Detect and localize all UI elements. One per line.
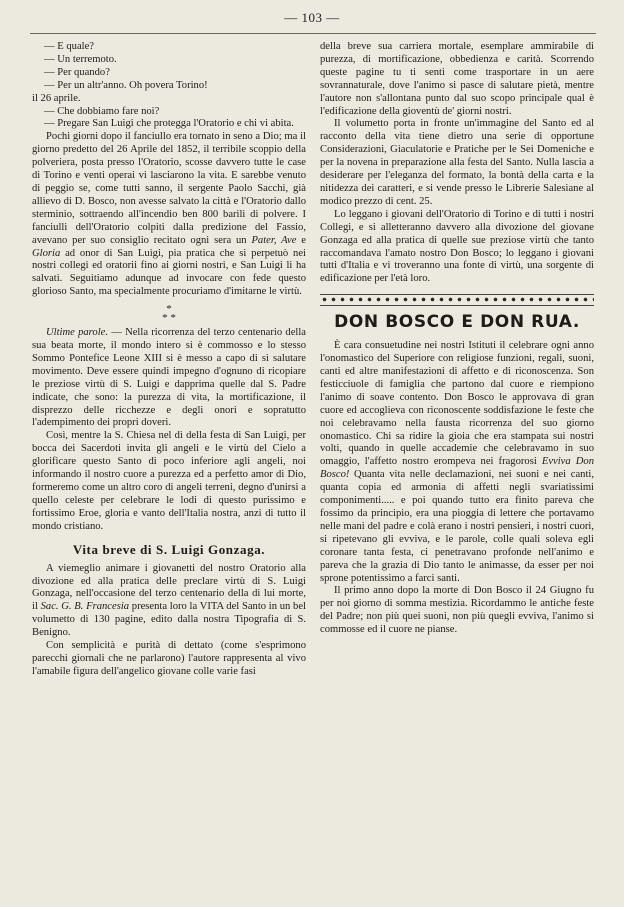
dialog-line: — Un terremoto. [44,53,117,65]
left-column [32,41,306,679]
run-in-heading: Ultime parole. [46,327,108,339]
body-paragraph [32,327,306,430]
prayer-title: Pater, Ave [251,234,297,246]
exclamation: Evviva Don Bosco! [320,456,594,481]
page-number: — 103 — [284,10,340,25]
author-name: Sac. G. B. Francesia [40,601,130,613]
section-heading: Vita breve di S. Luigi Gonzaga. [72,541,266,557]
header-rule [30,33,596,34]
dialog-line: — E quale? [44,41,95,52]
dialog-line: — Per un altr'anno. Oh povera Torino! [44,79,208,91]
prayer-title: Gloria [32,247,61,259]
ornamental-divider [320,294,594,306]
asterism-divider: * * * [162,303,176,325]
paragraph-text: Pochi giorni dopo il fanciullo era tornato in seno a Dio; ma il giorno predetto del 26 Aprile del 1852, il terribile scoppio della polveriera, posta presso l'Oratorio, scosse davvero tutte le case di Torino e venti operai vi lasciarono la vita. E sarebbe venuto di peggio se, come tutti sanno, il sergente Paolo Sacchi, già allievo di D. Bosco, non avesse salvato la città e l'Oratorio dallo sterminio, sottraendo all'incendio ben 800 barili di polvere. I fanciulli dell'Oratorio colpiti dalla predizione del Fassio, avevano per suo consiglio recitato ogni sera un [32,131,306,246]
paragraph-text: e [296,234,306,246]
body-paragraph: Così, mentre la S. Chiesa nel dì della festa di San Luigi, per bocca dei Sacerdoti invita gli angeli e le virtù del Cielo a glorificare questo Santo di poco inferiore agli angeli, noi informando il nostro cuore a purezza ed a perfetto amor di Dio, formeremo come un altro coro di angeli terreni, degno d'unirsi a quello celeste per celebrare le lodi di questo purissimo e fortissimo Eroe, gloria e vanto dell'Italia nostra, anzi di tutto il mondo cristiano. [32,430,306,532]
body-paragraph [32,131,306,299]
dialog-line: — Pregare San Luigi che protegga l'Oratorio e chi vi abita. [44,118,294,130]
body-paragraph [320,340,594,585]
body-paragraph: Il primo anno dopo la morte di Don Bosco il 24 Giugno fu per noi giorno di somma mestizia. Ricordammo le antiche feste del Padre; non più quei suoni, non più quegli evviva, l'animo si commosse ed il cuore ne pianse. [320,585,594,636]
body-paragraph: della breve sua carriera mortale, esemplare ammirabile di purezza, di mortificazione, obbedienza e carità. Scorrendo queste pagine tu ti senti come trasportare in un aere sovrannaturale, dove l'animo si pasce di salutare pietà, mentre l'autore non s'allontana punto dal suo scopo principale qual è l'edificazione della gioventù de' giorni nostri. [320,41,594,117]
body-paragraph: Il volumetto porta in fronte un'immagine del Santo ed al racconto della vita tiene dietro una serie di opportune Considerazioni, Giaculatorie e Pratiche per le Sei Domeniche e per la novena in preparazione alla festa del Santo. Nulla lascia a desiderare per l'eleganza del formato, la bontà della carta e la nitidezza dei caratteri, e si vende presso le Librerie Salesiane al modico prezzo di cent. 25. [320,118,594,207]
paragraph-text: Quanta vita nelle declamazioni, nei suoni e nei canti, quanta copia ed armonia di affetti negli svariatissimi componimenti..... e poi quando tutto era finito pareva che fossimo da principio, era una pioggia di lettere che portavamo nelle mani del padre e colà erano i nostri pensieri, i nostri cuori, si ripetevano gli evviva, e le parole, colle quali soleva egli coronare tanta festa, ci penetravano profonde nell'animo e pareva che la grazia di Dio tanto le animasse, da esser per noi sprone potentissimo a farci santi. [320,469,594,584]
paragraph-text: — Nella ricorrenza del terzo centenario della sua beata morte, il mondo intero si è commosso e lo stesso Sommo Pontefice Leone XIII si è messo a capo di sì salutare movimento. Deve essere quindi impegno d'ognuno di ricopiare le preziose virtù di S. Luigi e dapprima quelle dal S. Padre indicate, che sono: la purezza di vita, la mortificazione, il disprezzo delle ricchezze e degli onori e sopratutto l'adempimento dei propri doveri. [32,327,306,429]
paragraph-text: È cara consuetudine nei nostri Istituti il celebrare ogni anno l'onomastico del Superiore con religiose funzioni, regali, suoni, canti ed altre manifestazioni di affetto e di riconoscenza. Son festicciuole di famiglia che partono dal cuore e riempiono l'animo di soave contento. Don Bosco le approvava di gran cuore ed accoglieva con riconoscente soddisfazione le feste che noi celebravamo nella fausta ricorrenza del suo giorno onomastico. Chi sa ridire la gioia che era stampata sui nostri volti, quando in quelle accademie che celebravamo in suo omaggio, l'affetto nostro erompeva nei fragorosi [320,340,594,468]
body-paragraph: Lo leggano i giovani dell'Oratorio di Torino e di tutti i nostri Collegi, e si alletteranno davvero alla divozione del giovane Gonzaga ed alla pratica di quelle sue preziose virtù che tanto raccomandava l'amato nostro Don Bosco; lo leggano i giovani tutti d'Italia e vi troveranno una fonte di virtù, una sorgente di edificazione per l'età loro. [320,208,594,285]
dialog-line: — Che dobbiamo fare noi? [44,105,160,117]
section-heading: DON BOSCO E DON RUA. [334,312,580,333]
paragraph-text: A viemeglio animare i giovanetti del nostro Oratorio alla divozione ed alla pratica delle preclare virtù di S. Luigi Gonzaga, nell'occasione del terzo centenario della di lui morte, il [32,562,306,613]
right-column [320,41,594,637]
dialog-line: il 26 aprile. [32,92,81,104]
body-paragraph: Con semplicità e purità di dettato (come s'esprimono parecchi giornali che ne parlarono) l'autore rappresenta al vivo l'amabile figura dell'angelico giovane colle varie fasi [32,640,306,677]
paragraph-text: ad onor di San Luigi, pia pratica che si perpetuò nei nostri collegi ed oratorii fino ai giorni nostri, e San Luigi li ha salvati. Seguitiamo adunque ad invocare con fede questo glorioso Santo, ma specialmente procuriamo d'imitarne le virtù. [32,247,306,298]
body-paragraph [32,563,306,640]
paragraph-text: presenta loro la VITA del Santo in un bel volumetto di 130 pagine, edito dalla nostra Tipografia di S. Benigno. [32,601,306,639]
dialog-line: — Per quando? [44,66,110,78]
